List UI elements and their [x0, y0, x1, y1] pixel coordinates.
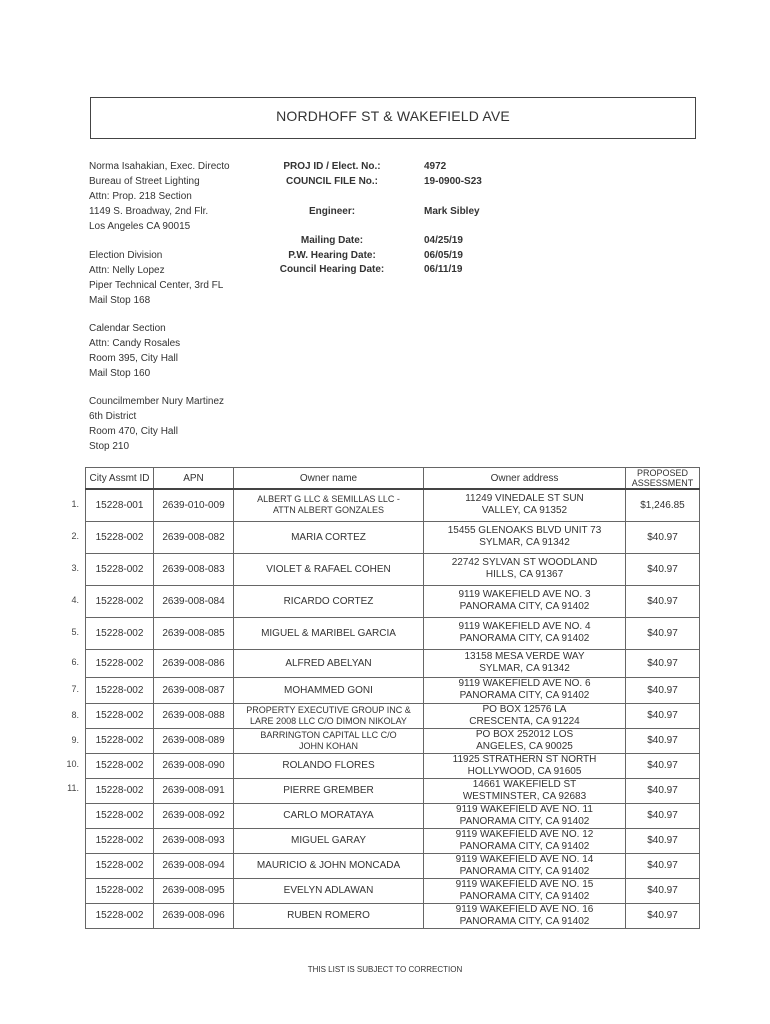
row-number: 11.: [67, 783, 79, 793]
col-header-apn: APN: [154, 468, 234, 490]
owner-address-cell: [424, 853, 626, 878]
row-number: 10.: [66, 759, 79, 769]
owner-address-line: 14661 WAKEFIELD ST: [472, 778, 577, 790]
row-number: 6.: [71, 657, 79, 667]
row-number: 1.: [71, 499, 79, 509]
col-header-assmt-id: City Assmt ID: [86, 468, 154, 490]
owner-name-line: EVELYN ADLAWAN: [283, 885, 374, 896]
table-row: [86, 903, 700, 928]
assmt-id-cell: 15228-001: [86, 489, 154, 521]
address-line: Mail Stop 168: [89, 295, 151, 306]
owner-address-line: PANORAMA CITY, CA 91402: [459, 690, 590, 701]
engineer-label: Engineer:: [308, 206, 356, 217]
owner-address-cell: [424, 617, 626, 649]
address-line: Attn: Prop. 218 Section: [89, 191, 192, 202]
council-address: [89, 394, 224, 454]
owner-address-line: PANORAMA CITY, CA 91402: [459, 633, 590, 644]
owner-address-cell: [424, 878, 626, 903]
col-header-owner-name: Owner name: [234, 468, 424, 490]
owner-name-line: MIGUEL & MARIBEL GARCIA: [261, 627, 396, 639]
owner-address-cell: [424, 703, 626, 728]
apn-cell: 2639-010-009: [154, 489, 234, 521]
assmt-id-cell: 15228-002: [86, 803, 154, 828]
apn-cell: 2639-008-096: [154, 903, 234, 928]
table-row: [86, 753, 700, 778]
footer-note: THIS LIST IS SUBJECT TO CORRECTION: [307, 965, 463, 974]
assessment-cell: $40.97: [626, 878, 700, 903]
owner-name-line: RUBEN ROMERO: [287, 910, 370, 921]
apn-cell: 2639-008-094: [154, 853, 234, 878]
address-line: 6th District: [89, 411, 137, 422]
address-line: Piper Technical Center, 3rd FL: [89, 280, 224, 291]
owner-address-cell: [424, 803, 626, 828]
engineer-value: Mark Sibley: [424, 206, 480, 217]
owner-address-line: PO BOX 12576 LA: [482, 703, 567, 715]
owner-name-line: PROPERTY EXECUTIVE GROUP INC &: [246, 704, 411, 715]
owner-address-line: 9119 WAKEFIELD AVE NO. 6: [458, 678, 591, 689]
owner-name-cell: [234, 649, 424, 677]
owner-address-line: WESTMINSTER, CA 92683: [462, 790, 587, 802]
apn-cell: 2639-008-082: [154, 521, 234, 553]
owner-name-line: ALFRED ABELYAN: [285, 657, 372, 669]
assessment-cell: $40.97: [626, 703, 700, 728]
owner-address-line: 9119 WAKEFIELD AVE NO. 12: [455, 828, 594, 840]
owner-name-cell: [234, 521, 424, 553]
owner-address-cell: [424, 728, 626, 753]
assessment-cell: $40.97: [626, 903, 700, 928]
owner-address-line: SYLMAR, CA 91342: [479, 537, 570, 548]
owner-address-line: 11925 STRATHERN ST NORTH: [452, 753, 597, 765]
owner-address-line: 13158 MESA VERDE WAY: [464, 651, 585, 662]
assessment-cell: $40.97: [626, 778, 700, 803]
apn-cell: 2639-008-085: [154, 617, 234, 649]
row-number: 9.: [71, 734, 79, 745]
owner-address-line: PO BOX 252012 LOS: [475, 728, 574, 740]
mailing-date-label: Mailing Date:: [300, 235, 364, 246]
owner-address-cell: [424, 489, 626, 521]
owner-name-cell: [234, 553, 424, 585]
table-row: [86, 585, 700, 617]
owner-name-cell: [234, 703, 424, 728]
table-row: [86, 828, 700, 853]
assmt-id-cell: 15228-002: [86, 553, 154, 585]
table-body: [86, 489, 700, 928]
owner-address-line: 9119 WAKEFIELD AVE NO. 16: [455, 903, 594, 915]
table-row: [86, 649, 700, 677]
assmt-id-cell: 15228-002: [86, 585, 154, 617]
address-line: Attn: Candy Rosales: [89, 338, 181, 349]
proj-id-value: 4972: [424, 161, 447, 172]
pw-hearing-label: P.W. Hearing Date:: [288, 250, 376, 261]
owner-address-line: HOLLYWOOD, CA 91605: [467, 765, 582, 777]
owner-name-line: MAURICIO & JOHN MONCADA: [256, 860, 401, 871]
assmt-id-cell: 15228-002: [86, 753, 154, 778]
owner-name-cell: [234, 677, 424, 703]
owner-name-line: LARE 2008 LLC C/O DIMON NIKOLAY: [250, 715, 407, 726]
col-header-owner-address: Owner address: [424, 468, 626, 490]
owner-name-line: ROLANDO FLORES: [282, 760, 375, 771]
election-address: [89, 248, 223, 308]
address-line: Room 470, City Hall: [89, 426, 178, 437]
assmt-id-cell: 15228-002: [86, 903, 154, 928]
owner-name-cell: [234, 878, 424, 903]
calendar-address: [89, 321, 180, 381]
address-line: Los Angeles CA 90015: [89, 221, 191, 232]
address-line: Calendar Section: [89, 323, 166, 334]
owner-name-line: PIERRE GREMBER: [283, 785, 374, 796]
assessment-cell: $40.97: [626, 803, 700, 828]
assessment-cell: $40.97: [626, 521, 700, 553]
assmt-id-cell: 15228-002: [86, 828, 154, 853]
table-row: [86, 703, 700, 728]
owner-address-line: PANORAMA CITY, CA 91402: [459, 840, 590, 852]
address-line: 1149 S. Broadway, 2nd Flr.: [89, 206, 209, 217]
address-line: Councilmember Nury Martinez: [89, 396, 225, 407]
owner-address-line: PANORAMA CITY, CA 91402: [459, 890, 590, 902]
apn-cell: 2639-008-087: [154, 677, 234, 703]
owner-name-cell: [234, 778, 424, 803]
owner-address-line: PANORAMA CITY, CA 91402: [459, 815, 590, 827]
assmt-id-cell: 15228-002: [86, 878, 154, 903]
owner-name-cell: [234, 489, 424, 521]
apn-cell: 2639-008-092: [154, 803, 234, 828]
assmt-id-cell: 15228-002: [86, 728, 154, 753]
assessment-table: [85, 467, 700, 929]
owner-address-line: PANORAMA CITY, CA 91402: [459, 915, 590, 927]
owner-address-line: PANORAMA CITY, CA 91402: [459, 601, 590, 612]
owner-name-cell: [234, 828, 424, 853]
address-line: Election Division: [89, 250, 163, 261]
apn-cell: 2639-008-090: [154, 753, 234, 778]
owner-address-line: 11249 VINEDALE ST SUN: [465, 493, 584, 505]
assmt-id-cell: 15228-002: [86, 778, 154, 803]
owner-name-line: ATTN ALBERT GONZALES: [272, 505, 385, 516]
owner-address-cell: [424, 903, 626, 928]
owner-address-line: 9119 WAKEFIELD AVE NO. 15: [455, 878, 594, 890]
owner-name-line: ALBERT G LLC & SEMILLAS LLC -: [257, 494, 400, 505]
row-number: 8.: [71, 709, 79, 720]
council-file-label: COUNCIL FILE No.:: [285, 176, 379, 187]
assessment-cell: $40.97: [626, 677, 700, 703]
assessment-cell: $40.97: [626, 828, 700, 853]
table-row: [86, 853, 700, 878]
owner-name-line: MOHAMMED GONI: [284, 684, 373, 696]
table-row: [86, 617, 700, 649]
owner-name-cell: [234, 903, 424, 928]
table-row: [86, 553, 700, 585]
lighting-address: [89, 159, 230, 234]
owner-address-line: PANORAMA CITY, CA 91402: [459, 865, 590, 877]
table-row: [86, 728, 700, 753]
council-hearing-value: 06/11/19: [424, 264, 463, 275]
owner-address-line: HILLS, CA 91367: [485, 569, 564, 580]
assmt-id-cell: 15228-002: [86, 677, 154, 703]
owner-name-line: MIGUEL GARAY: [290, 835, 366, 846]
owner-name-cell: [234, 803, 424, 828]
title-box: [90, 97, 696, 139]
owner-address-cell: [424, 753, 626, 778]
assessment-cell: $40.97: [626, 728, 700, 753]
table-row: [86, 778, 700, 803]
apn-cell: 2639-008-083: [154, 553, 234, 585]
owner-name-cell: [234, 617, 424, 649]
apn-cell: 2639-008-095: [154, 878, 234, 903]
table-row: [86, 878, 700, 903]
owner-name-cell: [234, 585, 424, 617]
owner-name-line: BARRINGTON CAPITAL LLC C/O: [260, 729, 397, 740]
owner-address-cell: [424, 585, 626, 617]
assmt-id-cell: 15228-002: [86, 521, 154, 553]
owner-name-cell: [234, 853, 424, 878]
assessment-cell: $40.97: [626, 649, 700, 677]
apn-cell: 2639-008-086: [154, 649, 234, 677]
owner-address-line: 15455 GLENOAKS BLVD UNIT 73: [447, 525, 602, 536]
owner-address-cell: [424, 649, 626, 677]
apn-cell: 2639-008-093: [154, 828, 234, 853]
assmt-id-cell: 15228-002: [86, 617, 154, 649]
owner-address-cell: [424, 553, 626, 585]
table-row: [86, 521, 700, 553]
assmt-id-cell: 15228-002: [86, 649, 154, 677]
assessment-cell: $40.97: [626, 753, 700, 778]
table-header-row: [86, 468, 700, 490]
row-number: 7.: [71, 684, 79, 694]
council-file-value: 19-0900-S23: [424, 176, 482, 187]
assessment-cell: $1,246.85: [626, 489, 700, 521]
owner-name-line: MARIA CORTEZ: [291, 531, 366, 543]
owner-name-line: CARLO MORATAYA: [283, 810, 374, 821]
pw-hearing-value: 06/05/19: [424, 250, 463, 261]
owner-address-line: ANGELES, CA 90025: [476, 740, 573, 752]
assessment-cell: $40.97: [626, 553, 700, 585]
owner-address-cell: [424, 778, 626, 803]
owner-address-line: 9119 WAKEFIELD AVE NO. 4: [458, 621, 591, 632]
owner-address-line: 9119 WAKEFIELD AVE NO. 14: [455, 853, 594, 865]
address-line: Bureau of Street Lighting: [89, 176, 200, 187]
assessment-cell: $40.97: [626, 585, 700, 617]
owner-address-cell: [424, 521, 626, 553]
document-title: NORDHOFF ST & WAKEFIELD AVE: [276, 108, 510, 124]
apn-cell: 2639-008-088: [154, 703, 234, 728]
assessment-cell: $40.97: [626, 617, 700, 649]
owner-address-line: SYLMAR, CA 91342: [479, 663, 570, 674]
assessment-cell: $40.97: [626, 853, 700, 878]
row-number: 5.: [71, 627, 79, 637]
address-line: Room 395, City Hall: [89, 353, 178, 364]
owner-address-line: 22742 SYLVAN ST WOODLAND: [451, 557, 598, 568]
address-line: Mail Stop 160: [89, 368, 151, 379]
owner-address-line: VALLEY, CA 91352: [481, 505, 568, 517]
row-number: 4.: [71, 595, 79, 605]
address-line: Attn: Nelly Lopez: [89, 265, 165, 276]
apn-cell: 2639-008-084: [154, 585, 234, 617]
owner-address-cell: [424, 677, 626, 703]
owner-address-line: CRESCENTA, CA 91224: [469, 715, 580, 727]
owner-name-line: VIOLET & RAFAEL COHEN: [266, 563, 391, 575]
col-header-assessment: PROPOSED ASSESSMENT: [626, 468, 700, 490]
proj-id-label: PROJ ID / Elect. No.:: [283, 161, 381, 172]
owner-name-line: RICARDO CORTEZ: [283, 595, 374, 607]
council-hearing-label: Council Hearing Date:: [279, 264, 385, 275]
table-row: [86, 677, 700, 703]
table-row: [86, 803, 700, 828]
assmt-id-cell: 15228-002: [86, 853, 154, 878]
assmt-id-cell: 15228-002: [86, 703, 154, 728]
owner-name-cell: [234, 753, 424, 778]
owner-address-cell: [424, 828, 626, 853]
row-number: 2.: [71, 531, 79, 541]
owner-name-cell: [234, 728, 424, 753]
owner-address-line: 9119 WAKEFIELD AVE NO. 3: [458, 589, 591, 600]
address-line: Norma Isahakian, Exec. Directo: [89, 161, 230, 172]
row-number: 3.: [71, 563, 79, 573]
apn-cell: 2639-008-089: [154, 728, 234, 753]
mailing-date-value: 04/25/19: [424, 235, 463, 246]
table-row: [86, 489, 700, 521]
address-line: Stop 210: [89, 441, 130, 452]
owner-address-line: 9119 WAKEFIELD AVE NO. 11: [456, 803, 593, 815]
apn-cell: 2639-008-091: [154, 778, 234, 803]
owner-name-line: JOHN KOHAN: [298, 740, 358, 751]
